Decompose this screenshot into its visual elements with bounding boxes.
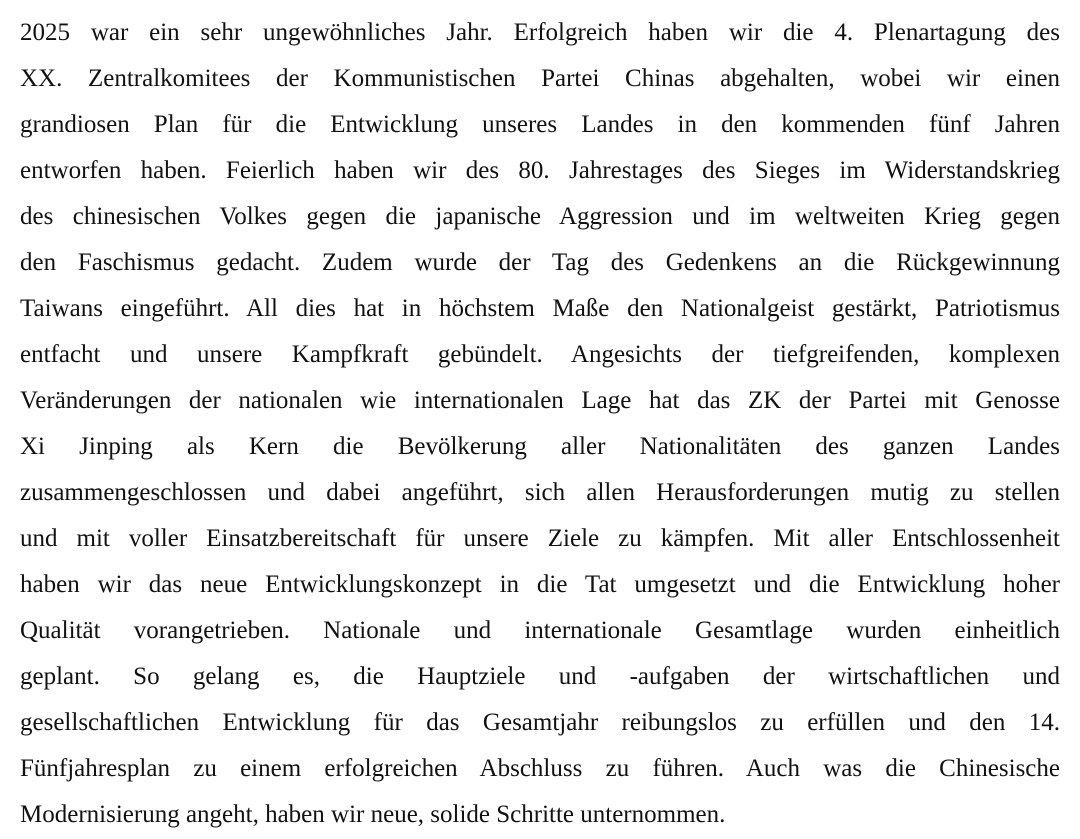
paragraph-line: Xi Jinping als Kern die Bevölkerung aller Nationalitäten des ganzen Landes bbox=[20, 433, 1060, 460]
paragraph-line: zusammengeschlossen und dabei angeführt, sich allen Herausforderungen mutig zu stellen bbox=[20, 479, 1060, 506]
paragraph-line: geplant. So gelang es, die Hauptziele und -aufgaben der wirtschaftlichen und bbox=[20, 663, 1060, 690]
paragraph-line: entworfen haben. Feierlich haben wir des 80. Jahrestages des Sieges im Widerstandskrieg bbox=[20, 157, 1060, 184]
paragraph-line: haben wir das neue Entwicklungskonzept in die Tat umgesetzt und die Entwicklung hoher bbox=[20, 571, 1060, 598]
paragraph-line: den Faschismus gedacht. Zudem wurde der Tag des Gedenkens an die Rückgewinnung bbox=[20, 249, 1060, 276]
paragraph-line: des chinesischen Volkes gegen die japanische Aggression und im weltweiten Krieg gegen bbox=[20, 203, 1060, 230]
paragraph-line: gesellschaftlichen Entwicklung für das Gesamtjahr reibungslos zu erfüllen und den 14. bbox=[20, 709, 1060, 736]
paragraph-line: entfacht und unsere Kampfkraft gebündelt. Angesichts der tiefgreifenden, komplexen bbox=[20, 341, 1060, 368]
paragraph-line: XX. Zentralkomitees der Kommunistischen Partei Chinas abgehalten, wobei wir einen bbox=[20, 65, 1060, 92]
paragraph-line: Qualität vorangetrieben. Nationale und internationale Gesamtlage wurden einheitlich bbox=[20, 617, 1060, 644]
body-paragraph bbox=[20, 10, 1060, 838]
paragraph-line: Taiwans eingeführt. All dies hat in höchstem Maße den Nationalgeist gestärkt, Patriotismus bbox=[20, 295, 1060, 322]
paragraph-line: Veränderungen der nationalen wie internationalen Lage hat das ZK der Partei mit Genosse bbox=[20, 387, 1060, 414]
paragraph-line: grandiosen Plan für die Entwicklung unseres Landes in den kommenden fünf Jahren bbox=[20, 111, 1060, 138]
paragraph-line: Fünfjahresplan zu einem erfolgreichen Abschluss zu führen. Auch was die Chinesische bbox=[20, 755, 1060, 782]
paragraph-line-last: Modernisierung angeht, haben wir neue, solide Schritte unternommen. bbox=[20, 801, 726, 828]
paragraph-line: und mit voller Einsatzbereitschaft für unsere Ziele zu kämpfen. Mit aller Entschlossenheit bbox=[20, 525, 1060, 552]
paragraph-line: 2025 war ein sehr ungewöhnliches Jahr. Erfolgreich haben wir die 4. Plenartagung des bbox=[20, 19, 1060, 46]
